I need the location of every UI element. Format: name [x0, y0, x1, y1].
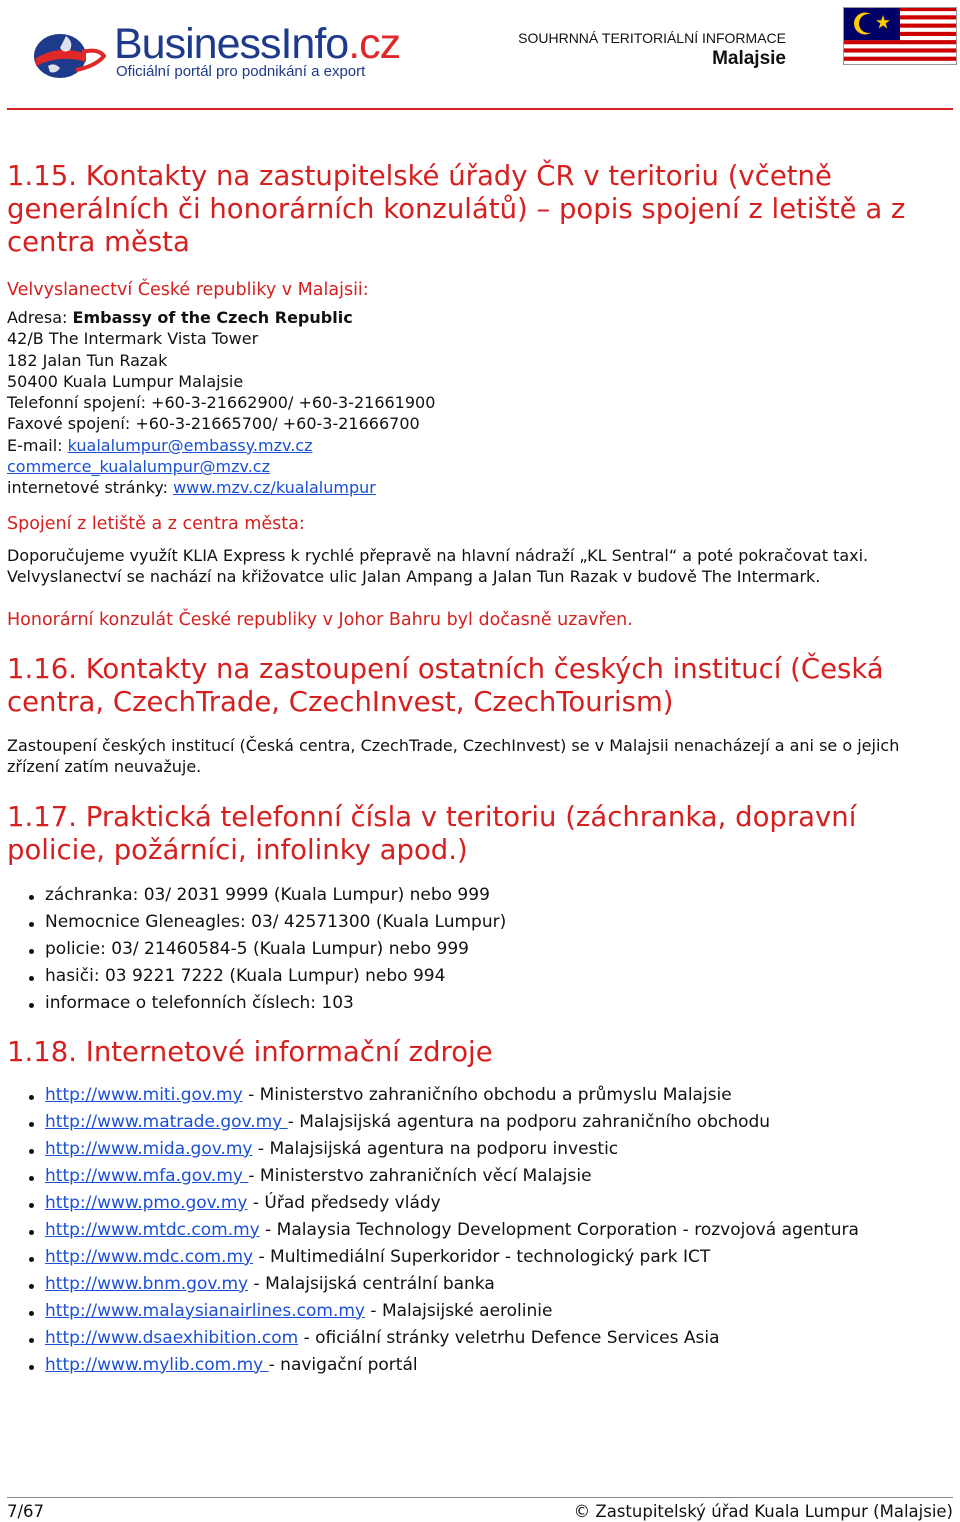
list-item — [7, 1328, 953, 1349]
page-number: 7/67 — [7, 1502, 45, 1521]
list-item: Nemocnice Gleneagles: 03/ 42571300 (Kuala Lumpur) — [7, 912, 953, 933]
web-label: internetové stránky: — [7, 478, 174, 498]
email-line — [7, 435, 953, 456]
email-label: E-mail: — [7, 435, 68, 455]
list-item — [7, 1220, 953, 1241]
logo-wordmark: BusinessInfo.cz — [114, 20, 401, 68]
institutions-paragraph: Zastoupení českých institucí (Česká centra, CzechTrade, CzechInvest) se v Malajsii nenacházejí a ani se o jejich zřízení zatím neuvažuje. — [7, 735, 900, 776]
resource-link[interactable]: http://www.matrade.gov.my — [45, 1111, 288, 1132]
transport-heading: Spojení z letiště a z centra města: — [7, 513, 305, 534]
globe-icon — [26, 26, 106, 82]
list-item — [7, 1247, 953, 1268]
document-type — [518, 30, 786, 70]
resource-link[interactable]: http://www.miti.gov.my — [45, 1084, 243, 1105]
document-body — [7, 160, 953, 1376]
resource-link[interactable]: http://www.bnm.gov.my — [45, 1273, 249, 1294]
resource-link[interactable]: http://www.mdc.com.my — [45, 1246, 254, 1267]
section-title-1-18: 1.18. Internetové informační zdroje — [7, 1035, 493, 1068]
resource-description: - Malajsijské aerolinie — [365, 1300, 553, 1321]
section-title-1-16: 1.16. Kontakty na zastoupení ostatních českých institucí (Česká centra, CzechTrade, CzechInvest, CzechTourism) — [7, 652, 884, 718]
list-item — [7, 1193, 953, 1214]
resource-link[interactable]: http://www.malaysianairlines.com.my — [45, 1300, 365, 1321]
address-line: 42/B The Intermark Vista Tower — [7, 329, 259, 349]
malaysia-flag-icon — [843, 7, 957, 65]
email-link-kualalumpur[interactable]: kualalumpur@embassy.mzv.cz — [67, 435, 313, 455]
transport-paragraph: Doporučujeme využít KLIA Express k rychlé přepravě na hlavní nádraží „KL Sentral“ a poté pokračovat taxi. Velvyslanectví se nachází na křižovatce ulic Jalan Ampang a Jalan Tun Razak v budově The Intermark. — [7, 545, 869, 586]
address-line: 50400 Kuala Lumpur Malajsie — [7, 371, 244, 391]
resource-link[interactable]: http://www.mylib.com.my — [45, 1354, 269, 1375]
honorary-consulate-note: Honorární konzulát České republiky v Johor Bahru byl dočasně uzavřen. — [7, 609, 633, 630]
embassy-heading: Velvyslanectví České republiky v Malajsii: — [7, 280, 369, 300]
embassy-website-link[interactable]: www.mzv.cz/kualalumpur — [173, 478, 376, 498]
resource-description: - Malajsijská centrální banka — [248, 1273, 495, 1294]
list-item: hasiči: 03 9221 7222 (Kuala Lumpur) nebo 994 — [7, 966, 953, 987]
phone-line: Telefonní spojení: +60-3-21662900/ +60-3-21661900 — [7, 393, 436, 413]
resource-description: - Ministerstvo zahraničního obchodu a průmyslu Malajsie — [242, 1084, 732, 1105]
businessinfo-logo[interactable] — [26, 20, 401, 84]
list-item — [7, 1166, 953, 1187]
resource-description: - Ministerstvo zahraničních věcí Malajsie — [248, 1165, 592, 1186]
section-title-1-17: 1.17. Praktická telefonní čísla v teritoriu (záchranka, dopravní policie, požárníci, infolinky apod.) — [7, 800, 857, 866]
document-kicker: SOUHRNNÁ TERITORIÁLNÍ INFORMACE — [518, 30, 786, 46]
resource-description: - Úřad předsedy vlády — [247, 1192, 441, 1213]
resource-link[interactable]: http://www.pmo.gov.my — [45, 1192, 248, 1213]
resource-link[interactable]: http://www.dsaexhibition.com — [45, 1327, 299, 1348]
resource-description: - navigační portál — [268, 1354, 418, 1375]
country-name: Malajsie — [712, 48, 786, 69]
list-item — [7, 1112, 953, 1133]
resource-description: - oficiální stránky veletrhu Defence Services Asia — [298, 1327, 720, 1348]
list-item — [7, 1085, 953, 1106]
web-line — [7, 477, 953, 498]
address-label: Adresa: — [7, 308, 73, 327]
email-link-commerce[interactable]: commerce_kualalumpur@mzv.cz — [7, 457, 270, 477]
page-header — [0, 0, 960, 112]
embassy-name: Embassy of the Czech Republic — [72, 308, 353, 327]
logo-tagline: Oficiální portál pro podnikání a export — [116, 63, 366, 80]
list-item — [7, 1274, 953, 1295]
phone-numbers-list — [7, 885, 953, 1014]
list-item: informace o telefonních číslech: 103 — [7, 993, 953, 1014]
web-resources-list — [7, 1085, 953, 1376]
fax-line: Faxové spojení: +60-3-21665700/ +60-3-21666700 — [7, 414, 420, 434]
list-item — [7, 1301, 953, 1322]
list-item — [7, 1355, 953, 1376]
resource-description: - Malajsijská agentura na podporu zahraničního obchodu — [287, 1111, 771, 1132]
embassy-contact-block — [7, 307, 953, 499]
resource-link[interactable]: http://www.mtdc.com.my — [45, 1219, 260, 1240]
address-line: 182 Jalan Tun Razak — [7, 350, 168, 370]
list-item: záchranka: 03/ 2031 9999 (Kuala Lumpur) nebo 999 — [7, 885, 953, 906]
list-item: policie: 03/ 21460584-5 (Kuala Lumpur) nebo 999 — [7, 939, 953, 960]
page-footer — [7, 1500, 953, 1520]
address-line — [7, 307, 953, 328]
copyright-notice: © Zastupitelský úřad Kuala Lumpur (Malajsie) — [573, 1502, 953, 1521]
footer-divider — [7, 1497, 953, 1498]
header-divider — [7, 108, 953, 110]
email-line — [7, 456, 953, 477]
resource-link[interactable]: http://www.mida.gov.my — [45, 1138, 253, 1159]
resource-link[interactable]: http://www.mfa.gov.my — [45, 1165, 249, 1186]
section-title-1-15: 1.15. Kontakty na zastupitelské úřady ČR v teritoriu (včetně generálních či honorárních konzulátů) – popis spojení z letiště a z centra města — [7, 160, 906, 258]
list-item — [7, 1139, 953, 1160]
resource-description: - Malajsijská agentura na podporu investic — [252, 1138, 619, 1159]
resource-description: - Malaysia Technology Development Corporation - rozvojová agentura — [259, 1219, 859, 1240]
resource-description: - Multimediální Superkoridor - technologický park ICT — [253, 1246, 711, 1267]
